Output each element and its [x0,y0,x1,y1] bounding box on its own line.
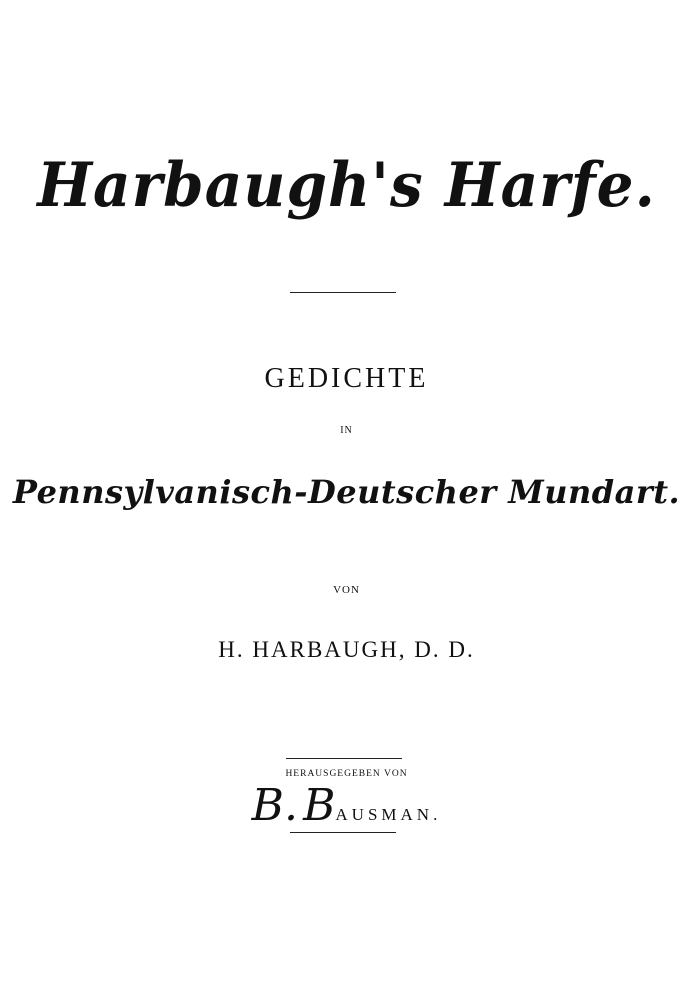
divider-rule-lower [290,832,396,833]
editor-surname-initial: B [303,780,336,831]
editor-initial: B. [251,780,298,831]
book-title: Harbaugh's Harfe. [37,149,656,221]
editor-surname-rest: AUSMAN. [335,805,442,824]
divider-rule [290,292,396,293]
subtitle-dialect: Pennsylvanisch-Deutscher Mundart. [12,473,681,511]
by-label: VON [333,584,360,596]
edited-by-label: HERAUSGEGEBEN VON [285,769,408,779]
author-name: H. HARBAUGH, D. D. [218,637,475,662]
editor-name [0,782,693,839]
heading-gedichte: GEDICHTE [264,363,429,394]
connector-in: IN [340,425,353,436]
divider-rule-upper [286,758,402,759]
